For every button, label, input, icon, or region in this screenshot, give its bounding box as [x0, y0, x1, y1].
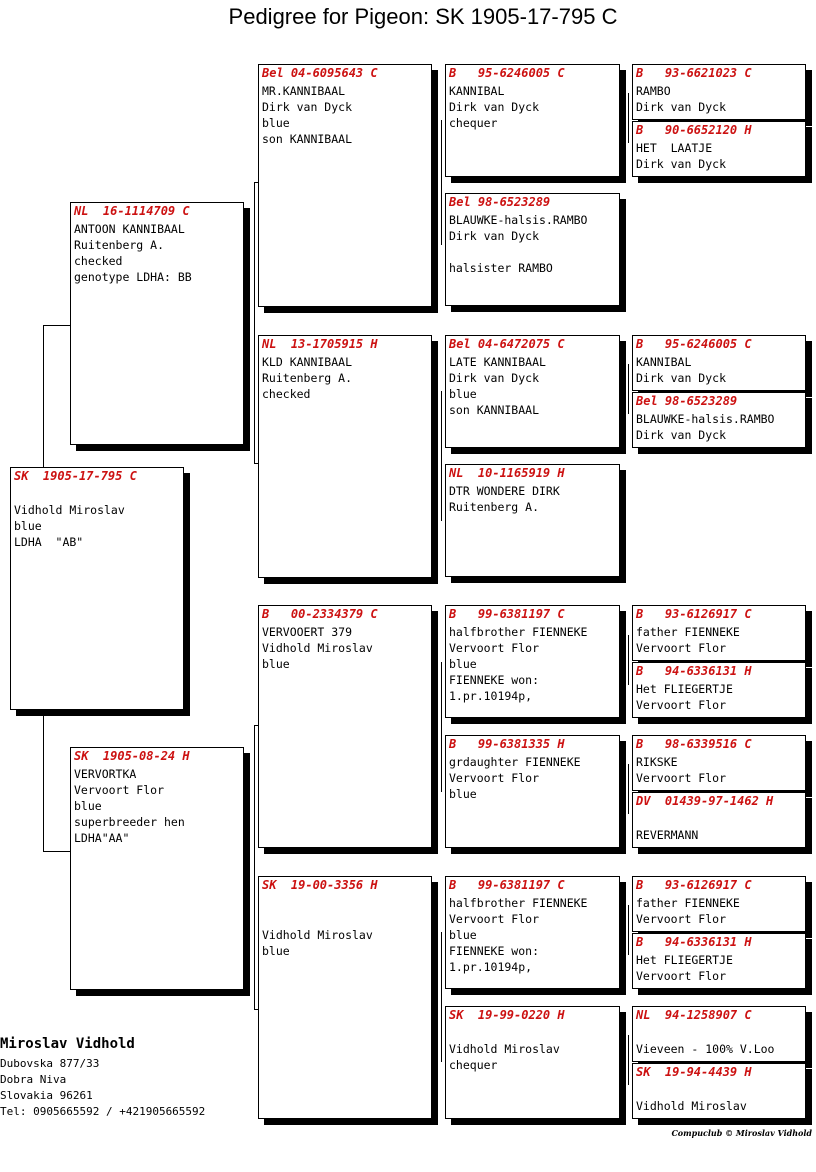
ring-number: B 93-6126917 C	[636, 878, 752, 892]
ring-number: SK 19-99-0220 H	[449, 1008, 565, 1022]
pigeon-card-dsdd	[632, 792, 806, 848]
pigeon-card-ddss	[632, 876, 806, 932]
ring-number: DV 01439-97-1462 H	[636, 794, 774, 808]
pigeon-info: KANNIBAL Dirk van Dyck	[636, 355, 727, 385]
connector-line	[43, 325, 44, 468]
ring-number: Bel 98-6523289	[636, 394, 738, 408]
connector-line	[441, 662, 442, 792]
pigeon-info: ANTOON KANNIBAAL Ruitenberg A. checked genotype LDHA: BB	[74, 222, 192, 284]
pigeon-card-sire	[70, 202, 244, 445]
ring-number: B 99-6381197 C	[449, 878, 565, 892]
connector-line	[628, 764, 629, 814]
pigeon-info: REVERMANN	[636, 828, 699, 842]
ring-number: B 94-6336131 H	[636, 935, 752, 949]
pigeon-info: father FIENNEKE Vervoort Flor	[636, 625, 740, 655]
pigeon-info: VERVORTKA Vervoort Flor blue superbreeder hen LDHA"AA"	[74, 767, 185, 845]
pigeon-info: KANNIBAL Dirk van Dyck chequer	[449, 84, 540, 130]
pigeon-card-sssd	[632, 121, 806, 177]
pigeon-info: DTR WONDERE DIRK Ruitenberg A.	[449, 484, 560, 514]
pigeon-info: Vidhold Miroslav blue	[262, 928, 373, 958]
ring-number: NL 13-1705915 H	[262, 337, 378, 351]
ring-number: SK 19-94-4439 H	[636, 1065, 752, 1079]
pigeon-info: Vidhold Miroslav chequer	[449, 1042, 560, 1072]
pigeon-card-dssd	[632, 662, 806, 718]
pigeon-card-sdss	[632, 335, 806, 391]
connector-line	[628, 905, 629, 955]
pigeon-card-dsss	[632, 605, 806, 661]
pigeon-card-sd	[258, 335, 432, 578]
pigeon-info: Het FLIEGERTJE Vervoort Flor	[636, 682, 733, 712]
connector-line	[254, 725, 255, 1010]
connector-line	[628, 93, 629, 143]
ring-number: SK 1905-08-24 H	[74, 749, 190, 763]
pigeon-card-ddds	[632, 1006, 806, 1062]
ring-number: NL 10-1165919 H	[449, 466, 565, 480]
pigeon-card-ss	[258, 64, 432, 307]
pigeon-card-sss	[445, 64, 620, 177]
pigeon-info: BLAUWKE-halsis.RAMBO Dirk van Dyck halsister RAMBO	[449, 213, 588, 275]
ring-number: SK 1905-17-795 C	[14, 469, 137, 483]
ring-number: B 99-6381197 C	[449, 607, 565, 621]
pigeon-card-sdsd	[632, 392, 806, 448]
connector-line	[628, 364, 629, 414]
owner-block	[0, 1035, 205, 1120]
ring-number: B 93-6621023 C	[636, 66, 752, 80]
pigeon-info: HET LAATJE Dirk van Dyck	[636, 141, 727, 171]
pigeon-card-dam	[70, 747, 244, 990]
ring-number: B 95-6246005 C	[636, 337, 752, 351]
pigeon-info: MR.KANNIBAAL Dirk van Dyck blue son KANNIBAAL	[262, 84, 353, 146]
pigeon-info: RAMBO Dirk van Dyck	[636, 84, 727, 114]
pigeon-card-ddd	[445, 1006, 620, 1119]
pigeon-info: RIKSKE Vervoort Flor	[636, 755, 727, 785]
ring-number: SK 19-00-3356 H	[262, 878, 378, 892]
pigeon-card-ssss	[632, 64, 806, 120]
owner-address: Dubovska 877/33 Dobra Niva Slovakia 96261 Tel: 0905665592 / +421905665592	[0, 1057, 206, 1118]
page-title: Pedigree for Pigeon: SK 1905-17-795 C	[228, 4, 618, 29]
connector-line	[441, 391, 442, 521]
ring-number: Bel 04-6472075 C	[449, 337, 565, 351]
ring-number: NL 94-1258907 C	[636, 1008, 752, 1022]
pigeon-info: Vieveen - 100% V.Loo	[636, 1042, 775, 1056]
pigeon-info: Vidhold Miroslav	[636, 1099, 747, 1113]
pigeon-info: LATE KANNIBAAL Dirk van Dyck blue son KANNIBAAL	[449, 355, 546, 417]
pigeon-info: Vidhold Miroslav blue LDHA "AB"	[14, 503, 125, 549]
ring-number: B 93-6126917 C	[636, 607, 752, 621]
ring-number: B 98-6339516 C	[636, 737, 752, 751]
connector-line	[43, 710, 44, 852]
connector-line	[628, 635, 629, 685]
ring-number: Bel 98-6523289	[449, 195, 551, 209]
connector-line	[43, 325, 71, 326]
ring-number: B 00-2334379 C	[262, 607, 378, 621]
pigeon-card-ssd	[445, 193, 620, 306]
pigeon-info: Het FLIEGERTJE Vervoort Flor	[636, 953, 733, 983]
copyright-note: Compuclub © Miroslav Vidhold	[671, 1128, 812, 1138]
connector-line	[441, 120, 442, 245]
pigeon-card-sds	[445, 335, 620, 448]
ring-number: B 99-6381335 H	[449, 737, 565, 751]
pigeon-card-dd	[258, 876, 432, 1119]
pigeon-info: halfbrother FIENNEKE Vervoort Flor blue FIENNEKE won: 1.pr.10194p,	[449, 896, 588, 974]
ring-number: B 95-6246005 C	[449, 66, 565, 80]
pigeon-card-subject	[10, 467, 184, 710]
pigeon-card-dsd	[445, 735, 620, 848]
ring-number: B 90-6652120 H	[636, 123, 752, 137]
pigeon-card-dsds	[632, 735, 806, 791]
connector-line	[628, 1035, 629, 1085]
pigeon-card-dss	[445, 605, 620, 718]
pigeon-info: BLAUWKE-halsis.RAMBO Dirk van Dyck	[636, 412, 775, 442]
ring-number: NL 16-1114709 C	[74, 204, 190, 218]
ring-number: Bel 04-6095643 C	[262, 66, 378, 80]
connector-line	[43, 851, 71, 852]
pigeon-info: grdaughter FIENNEKE Vervoort Flor blue	[449, 755, 581, 801]
ring-number: B 94-6336131 H	[636, 664, 752, 678]
pigeon-info: halfbrother FIENNEKE Vervoort Flor blue FIENNEKE won: 1.pr.10194p,	[449, 625, 588, 703]
pigeon-info: KLD KANNIBAAL Ruitenberg A. checked	[262, 355, 353, 401]
connector-line	[254, 182, 255, 464]
pigeon-card-ds	[258, 605, 432, 848]
pigeon-card-sdd	[445, 464, 620, 577]
owner-name: Miroslav Vidhold	[0, 1036, 135, 1052]
pigeon-card-ddsd	[632, 933, 806, 989]
connector-line	[441, 932, 442, 1062]
pigeon-card-dds	[445, 876, 620, 989]
pigeon-card-dddd	[632, 1063, 806, 1119]
pigeon-info: father FIENNEKE Vervoort Flor	[636, 896, 740, 926]
pigeon-info: VERVOOERT 379 Vidhold Miroslav blue	[262, 625, 373, 671]
